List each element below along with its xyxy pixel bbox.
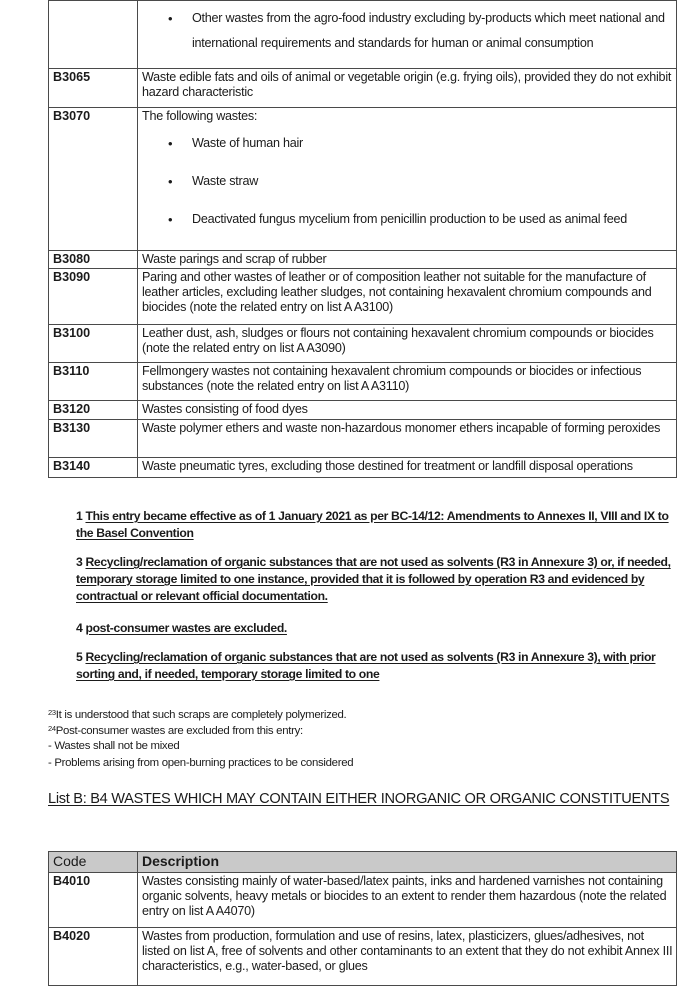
table-row — [49, 69, 677, 108]
table-row — [49, 108, 677, 251]
table-row — [49, 325, 677, 363]
section-heading: List B: B4 WASTES WHICH MAY CONTAIN EITHER INORGANIC OR ORGANIC CONSTITUENTS — [48, 791, 670, 807]
code-cell: B4010 — [49, 873, 138, 928]
code-cell: B3110 — [49, 363, 138, 401]
footnote-24: $^{24}$Post-consumer wastes are excluded from this entry: — [48, 724, 303, 737]
list-item: • Waste of human hair — [142, 136, 673, 151]
description-cell — [138, 108, 677, 251]
table-row — [49, 1, 677, 69]
description-cell: Leather dust, ash, sludges or flours not containing hexavalent chromium compounds or biocides (note the related entry on list A A3090) — [138, 325, 677, 363]
dash-item: - Wastes shall not be mixed — [48, 740, 180, 752]
description-cell: Waste parings and scrap of rubber — [138, 251, 677, 269]
description-cell: Paring and other wastes of leather or of composition leather not suitable for the manufacture of leather articles, excluding leather sludges, not containing hexavalent chromium compounds and biocides (note the related entry on list A A3100) — [138, 269, 677, 325]
dash-item: - Problems arising from open-burning practices to be considered — [48, 757, 354, 769]
code-cell: B3090 — [49, 269, 138, 325]
table-header-row — [49, 852, 677, 873]
description-cell: Waste polymer ethers and waste non-hazardous monomer ethers incapable of forming peroxides — [138, 420, 677, 458]
list-item: • Deactivated fungus mycelium from penicillin production to be used as animal feed — [142, 212, 673, 227]
table-row — [49, 873, 677, 928]
description-cell: Fellmongery wastes not containing hexavalent chromium compounds or biocides or infectious substances (note the related entry on list A A3110) — [138, 363, 677, 401]
code-cell: B3130 — [49, 420, 138, 458]
note-text: Recycling/reclamation of organic substances that are not used as solvents (R3 in Annexure 3), with prior sorting and, if needed, temporary storage limited to one — [76, 650, 656, 681]
column-header-description: Description — [138, 852, 677, 873]
b4-wastes-table — [48, 851, 677, 986]
note-1: 1 This entry became effective as of 1 January 2021 as per BC-14/12: Amendments to Annexes II, VIII and IX to the Basel Convention — [76, 509, 669, 540]
table-row — [49, 251, 677, 269]
table-row — [49, 458, 677, 478]
description-cell — [138, 1, 677, 69]
code-cell: B4020 — [49, 928, 138, 986]
table-row — [49, 420, 677, 458]
list-item: • Other wastes from the agro-food industry excluding by-products which meet national and international requirements and standards for human or animal consumption — [142, 6, 673, 56]
code-cell: B3100 — [49, 325, 138, 363]
note-text: This entry became effective as of 1 January 2021 as per BC-14/12: Amendments to Annexes II, VIII and IX to the Basel Convention — [76, 509, 669, 540]
description-cell: Waste edible fats and oils of animal or vegetable origin (e.g. frying oils), provided they do not exhibit hazard characteristic — [138, 69, 677, 108]
note-text: Recycling/reclamation of organic substances that are not used as solvents (R3 in Annexure 3) or, if needed, temporary storage limited to one instance, provided that it is followed by operation R3 and evidenced by contractual or relevant official documentation. — [76, 555, 671, 603]
table-row — [49, 401, 677, 420]
code-cell: B3120 — [49, 401, 138, 420]
note-text: post-consumer wastes are excluded. — [85, 621, 287, 635]
code-cell: B3140 — [49, 458, 138, 478]
description-intro: The following wastes: — [142, 109, 258, 123]
note-3: 3 Recycling/reclamation of organic substances that are not used as solvents (R3 in Annexure 3) or, if needed, temporary storage limited to one instance, provided that it is followed by operation R3 and evidenced by contractual or relevant official documentation. — [76, 555, 671, 603]
code-cell: B3080 — [49, 251, 138, 269]
code-cell: B3070 — [49, 108, 138, 251]
code-cell: B3065 — [49, 69, 138, 108]
code-cell — [49, 1, 138, 69]
table-row — [49, 269, 677, 325]
table-row — [49, 928, 677, 986]
table-row — [49, 363, 677, 401]
description-cell: Wastes consisting mainly of water-based/latex paints, inks and hardened varnishes not containing organic solvents, heavy metals or biocides to an extent to render them hazardous (note the related entry on list A A4070) — [138, 873, 677, 928]
note-4: 4 post-consumer wastes are excluded. — [76, 621, 287, 635]
note-5: 5 Recycling/reclamation of organic substances that are not used as solvents (R3 in Annexure 3), with prior sorting and, if needed, temporary storage limited to one — [76, 650, 656, 681]
description-cell: Waste pneumatic tyres, excluding those destined for treatment or landfill disposal operations — [138, 458, 677, 478]
footnote-23: $^{23}$It is understood that such scraps are completely polymerized. — [48, 708, 347, 721]
column-header-code: Code — [49, 852, 138, 873]
description-cell: Wastes from production, formulation and use of resins, latex, plasticizers, glues/adhesives, not listed on list A, free of solvents and other contaminants to an extent that they do not exhibit Annex III characteristics, e.g., water-based, or glues — [138, 928, 677, 986]
waste-list-table — [48, 0, 677, 478]
description-cell: Wastes consisting of food dyes — [138, 401, 677, 420]
list-item: • Waste straw — [142, 174, 673, 189]
